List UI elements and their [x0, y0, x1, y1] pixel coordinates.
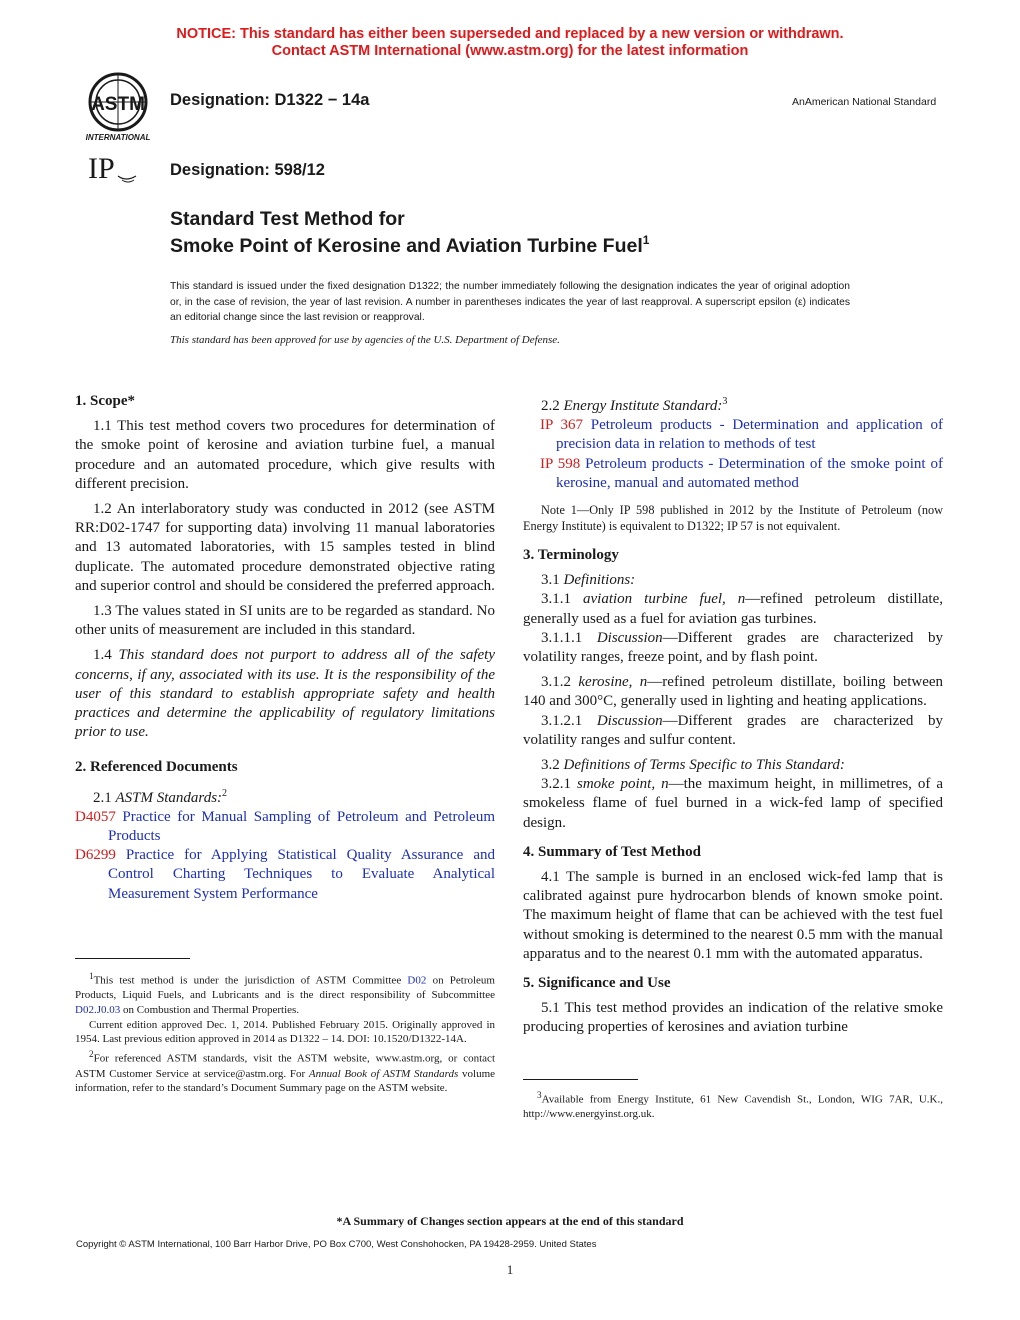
withdrawal-notice [0, 26, 1020, 60]
footnote-1-edition: Current edition approved Dec. 1, 2014. Published February 2015. Originally approved in 1954. Last previous edition approved in 2014 as D1322 – 14. DOI: 10.1520/D1322-14A. [75, 1018, 495, 1046]
refdocs-heading: 2. Referenced Documents [75, 759, 238, 776]
section-1-4-num: 1.4 [93, 647, 119, 664]
ref-ip598-code[interactable]: IP 598 [540, 455, 581, 472]
footnote-2-b: volume information, refer to the standard’s Document Summary page on the ASTM website. [75, 1067, 496, 1095]
section-2-2-num: 2.2 [541, 398, 564, 414]
footnote-3-text: Available from Energy Institute, 61 New Cavendish St., London, WIG 7AR, U.K., http://www.energyinst.org.uk. [523, 1093, 943, 1121]
section-2-1-sup: 2 [222, 787, 228, 799]
section-3-2-1-num: 3.2.1 [541, 776, 578, 793]
section-2-2-text: Energy Institute Standard: [563, 398, 723, 414]
footnote-rule-right [523, 1079, 638, 1080]
note-1: Note 1—Only IP 598 published in 2012 by the Institute of Petroleum (now Energy Institute) is equivalent to D1322; IP 57 is not equivalent. [523, 503, 943, 534]
section-3-1-1-num: 3.1.1 [541, 591, 584, 608]
scope-heading: 1. Scope* [75, 393, 135, 409]
section-2-1-num: 2.1 [93, 789, 116, 806]
ref-d4057-code[interactable]: D4057 [75, 808, 116, 825]
ref-ip367-link[interactable]: Petroleum products - Determination and application of precision data in relation to methods of test [556, 417, 943, 453]
section-3-1-1-1 [523, 629, 943, 667]
section-3-1-2-1-text: —Different grades are characterized by volatility ranges and sulfur content. [523, 712, 943, 748]
section-3-2-1-term: smoke point, n [577, 776, 669, 793]
ref-ip367 [523, 416, 943, 454]
section-3-1-1-1-text: —Different grades are characterized by volatility ranges, freeze point, and by flash point. [523, 629, 943, 666]
ip-logo-mark [86, 148, 140, 188]
astm-logo-mark [74, 68, 164, 148]
section-2-2-sup: 3 [722, 396, 728, 407]
section-3-1-num: 3.1 [541, 572, 564, 589]
astm-logo-subtext: INTERNATIONAL [85, 133, 151, 142]
section-2-1-text: ASTM Standards: [115, 789, 223, 806]
footnote-2-a: For referenced ASTM standards, visit the ASTM website, www.astm.org, or contact ASTM Customer Service at service@astm.org. For [75, 1052, 495, 1080]
ref-ip598 [523, 455, 943, 493]
section-3-2-1-text: —the maximum height, in millimetres, of a smokeless flame of fuel burned in a wick-fed lamp of specified design. [523, 776, 943, 831]
section-1-4-text: This standard does not purport to address all of the safety concerns, if any, associated with its use. It is the responsibility of the user of this standard to establish appropriate safety and health practices and determine the applicability of regulatory limitations prior to use. [75, 647, 496, 741]
astm-logo [74, 68, 164, 148]
section-1-3: 1.3 The values stated in SI units are to be regarded as standard. No other units of measurement are included in this standard. [75, 603, 495, 639]
ref-ip367-code[interactable]: IP 367 [540, 417, 584, 434]
title-line-2 [170, 233, 649, 260]
section-1-1: 1.1 This test method covers two procedures for determination of the smoke point of kerosine and aviation turbine fuel, a manual procedure and an automated procedure, which give results with different precision. [75, 418, 495, 492]
section-3-1-2-1-term: Discussion [596, 712, 663, 729]
section-3-1-2-num: 3.1.2 [541, 674, 579, 691]
significance-heading: 5. Significance and Use [523, 975, 671, 992]
standard-intro: This standard is issued under the fixed designation D1322; the number immediately following the designation indicates the year of original adoption or, in the case of revision, the year of last revision. A number in parentheses indicates the year of last reapproval. A superscript epsilon (ε) indicates an editorial change since the last revision or reapproval. [170, 281, 850, 323]
footnote-1 [75, 969, 495, 1018]
section-1-2: 1.2 An interlaboratory study was conducted in 2012 (see ASTM RR:D02-1747 for supporting data) involving 11 manual laboratories and 13 automated laboratories, with 15 samples tested in blind duplicate. The automated procedure demonstrated objective rating and superior control and should be considered the preferred approach. [75, 501, 495, 594]
section-3-1-1-1-term: Discussion [596, 629, 663, 646]
section-3-1 [523, 571, 943, 590]
section-3-1-1-1-num: 3.1.1.1 [541, 629, 597, 646]
section-2-2 [523, 392, 943, 416]
section-3-1-1-text: —refined petroleum distillate, generally used as a fuel for aviation gas turbines. [523, 591, 943, 627]
footnote-2 [75, 1047, 495, 1096]
section-3-2 [523, 756, 943, 775]
section-5-1: 5.1 This test method provides an indication of the relative smoke producing properties of kerosines and aviation turbine [523, 1000, 943, 1036]
section-3-1-2-1-num: 3.1.2.1 [541, 712, 597, 729]
footnote-1-a: This test method is under the jurisdiction of ASTM Committee [93, 974, 408, 987]
title-line-1: Standard Test Method for [170, 208, 405, 230]
ref-d6299 [75, 846, 495, 904]
footnote-1-b: on Petroleum Products, Liquid Fuels, and Lubricants and is the direct responsibility of Subcommittee [75, 974, 495, 1002]
terminology-heading: 3. Terminology [523, 547, 619, 564]
footnote-3 [523, 1088, 943, 1122]
footnote-1-c: on Combustion and Thermal Properties. [120, 1004, 300, 1017]
section-3-1-text: Definitions: [563, 572, 636, 589]
ip-logo [86, 148, 140, 188]
section-1-4 [75, 646, 495, 742]
section-4-1: 4.1 The sample is burned in an enclosed wick-fed lamp that is calibrated against pure hydrocarbon blends of known smoke point. The maximum height of flame that can be achieved with the test fuel without smoking is determined to the nearest 0.5 mm with the manual apparatus and to the nearest 0.1 mm with the automated apparatus. [523, 869, 943, 962]
ref-d6299-code[interactable]: D6299 [75, 847, 116, 864]
footnote-1-mark: 1 [89, 971, 94, 981]
ip-logo-text: IP [88, 152, 115, 185]
section-3-2-text: Definitions of Terms Specific to This Standard: [563, 757, 845, 774]
footnote-2-italic: Annual Book of ASTM Standards [308, 1067, 459, 1080]
section-3-1-1 [523, 590, 943, 628]
dod-approval: This standard has been approved for use by agencies of the U.S. Department of Defense. [170, 334, 560, 346]
section-3-1-2 [523, 673, 943, 711]
left-footnotes [75, 969, 495, 1096]
right-column [523, 392, 943, 1038]
right-footnotes [523, 1088, 943, 1122]
section-3-1-1-term: aviation turbine fuel, n [583, 591, 746, 608]
ref-d4057 [75, 808, 495, 846]
section-3-2-num: 3.2 [541, 757, 564, 774]
astm-logo-text: ASTM [91, 94, 145, 115]
title-line-2-text: Smoke Point of Kerosine and Aviation Turbine Fuel [170, 235, 643, 257]
summary-heading: 4. Summary of Test Method [523, 843, 701, 860]
notice-line-1: NOTICE: This standard has either been superseded and replaced by a new version or withdrawn. [176, 26, 844, 42]
american-national-standard: AnAmerican National Standard [792, 96, 937, 108]
subcommittee-link[interactable]: D02.J0.03 [75, 1004, 121, 1017]
section-3-1-2-term: kerosine, n [578, 674, 648, 691]
left-column [75, 392, 495, 904]
ref-d6299-link[interactable]: Practice for Applying Statistical Quality Assurance and Control Charting Techniques to Evaluate Analytical Measurement System Performance [108, 847, 495, 902]
page-number: 1 [506, 1262, 514, 1277]
committee-d02-link[interactable]: D02 [407, 974, 427, 987]
summary-of-changes-note: *A Summary of Changes section appears at the end of this standard [336, 1214, 684, 1228]
footnote-3-mark: 3 [537, 1090, 542, 1100]
designation-ip: Designation: 598/12 [170, 161, 325, 179]
notice-line-2: Contact ASTM International (www.astm.org) for the latest information [271, 43, 749, 59]
ref-ip598-link[interactable]: Petroleum products - Determination of the smoke point of kerosine, manual and automated method [556, 455, 944, 491]
copyright: Copyright © ASTM International, 100 Barr Harbor Drive, PO Box C700, West Conshohocken, PA 19428-2959. United States [76, 1239, 597, 1250]
footnote-rule-left [75, 958, 190, 959]
section-2-1 [75, 784, 495, 808]
designation-astm: Designation: D1322 − 14a [170, 91, 370, 109]
document-title [170, 206, 649, 260]
section-3-1-2-text: —refined petroleum distillate, boiling between 140 and 300°C, generally used in lighting and heating applications. [523, 674, 944, 710]
section-3-2-1 [523, 775, 943, 833]
section-3-1-2-1 [523, 712, 943, 750]
ref-d4057-link[interactable]: Practice for Manual Sampling of Petroleum and Petroleum Products [108, 808, 495, 845]
title-footnote-mark: 1 [642, 233, 650, 247]
footnote-2-mark: 2 [89, 1049, 94, 1060]
